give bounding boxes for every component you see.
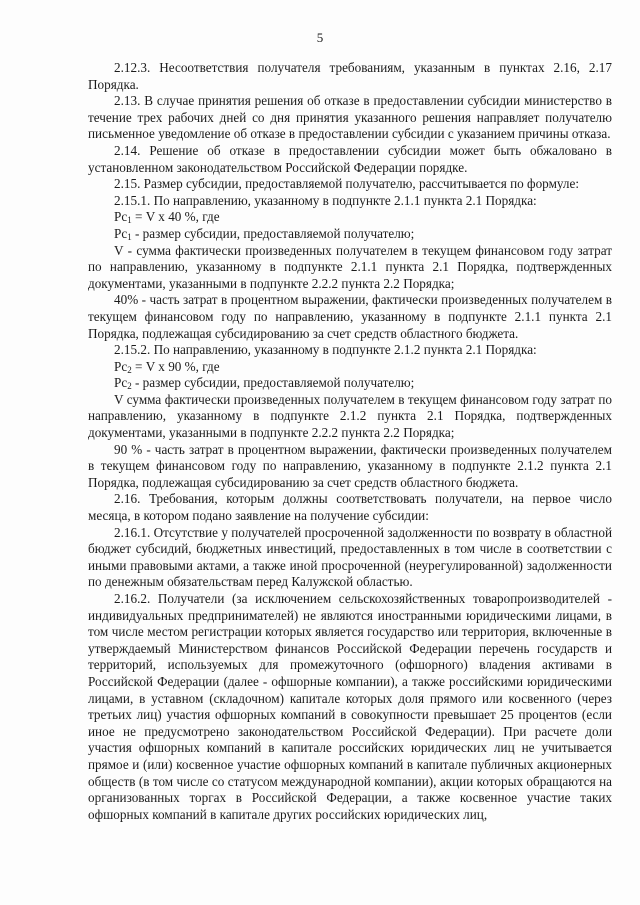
paragraph-2-16-2: 2.16.2. Получатели (за исключением сельскохозяйственных товаропроизводителей - индивидуальных предпринимателей) не являются иностранными юридическими лицами, в том числе местом регистрации которых является государство или территория, включенные в утверждаемый Министерством финансов Российской Федерации перечень государств и территорий, используемых для промежуточного (офшорного) владения активами в Российской Федерации (далее - офшорные компании), а также российскими юридическими лицами, в уставном (складочном) капитале которых доля прямого или косвенного (через третьих лиц) участия офшорных компаний в совокупности превышает 25 процентов (если иное не предусмотрено законодательством Российской Федерации). При расчете доли участия офшорных компаний в капитале российских юридических лиц не учитывается прямое и (или) косвенное участие офшорных компаний в капитале публичных акционерных обществ (в том числе со статусом международной компании), акции которых обращаются на организованных торгах в Российской Федерации, а также косвенное участие таких офшорных компаний в капитале других российских юридических лиц, [88,591,612,822]
paragraph-2-12-3: 2.12.3. Несоответствия получателя требованиям, указанным в пунктах 2.16, 2.17 Порядка. [88,60,612,92]
formula-2-def-sub: 2 [127,381,132,392]
paragraph-2-15-2: 2.15.2. По направлению, указанному в подпункте 2.1.2 пункта 2.1 Порядка: [114,342,537,358]
formula-2-sub: 2 [127,364,132,375]
formula-2-def-text: - размер субсидии, предоставляемой получателю; [131,375,415,391]
formula-1-def-symbol: Рс [114,225,128,241]
formula-2-definition [88,375,612,392]
formula-1-rhs: = V х 40 %, где [131,209,220,225]
formula-2-rhs: = V х 90 %, где [131,358,220,374]
paragraph-2-15-1: 2.15.1. По направлению, указанному в подпункте 2.1.1 пункта 2.1 Порядка: [114,192,537,208]
formula-2-lhs: Рс [114,358,128,374]
formula-1-definition [88,226,612,243]
paragraph-2-13: 2.13. В случае принятия решения об отказе в предоставлении субсидии министерство в течение трех рабочих дней со дня принятия указанного решения направляет получателю письменное уведомление об отказе в предоставлении субсидии с указанием причины отказа. [88,93,612,142]
formula-1-def-sub: 1 [127,231,132,242]
formula-1-def-text: - размер субсидии, предоставляемой получателю; [131,225,415,241]
paragraph-2-14: 2.14. Решение об отказе в предоставлении субсидии может быть обжаловано в установленном законодательством Российской Федерации порядке. [88,142,612,175]
paragraph-2-15: 2.15. Размер субсидии, предоставляемой получателю, рассчитывается по формуле: [114,176,580,192]
formula-1-lhs: Рс [114,209,128,225]
formula-1-sub: 1 [127,215,132,226]
paragraph-v-definition-1: V - сумма фактически произведенных получателем в текущем финансовом году затрат по направлению, указанному в подпункте 2.1.1 пункта 2.1 Порядка, подтвержденных документами, указанными в подпункте 2.2.2 пункта 2.2 Порядка; [88,242,612,291]
paragraph-90-percent: 90 % - часть затрат в процентном выражении, фактически произведенных получателем в текущем финансовом году по направлению, указанному в подпункте 2.1.2 пункта 2.1 Порядка, подлежащая субсидированию за счет средств областного бюджета. [88,441,612,490]
paragraph-2-16-1: 2.16.1. Отсутствие у получателей просроченной задолженности по возврату в областной бюджет субсидий, бюджетных инвестиций, предоставленных в том числе в соответствии с иными правовыми актами, а также иной просроченной (неурегулированной) задолженности по денежным обязательствам перед Калужской областью. [88,524,612,590]
paragraph-v-definition-2: V сумма фактически произведенных получателем в текущем финансовом году затрат по направлению, указанному в подпункте 2.1.2 пункта 2.1 Порядка, подтвержденных документами, указанными в подпункте 2.2.2 пункта 2.2 Порядка; [88,391,612,441]
formula-2 [88,359,612,376]
formula-1 [88,209,612,226]
paragraph-2-16: 2.16. Требования, которым должны соответствовать получатели, на первое число месяца, в котором подано заявление на получение субсидии: [88,491,612,524]
formula-2-def-symbol: Рс [114,375,128,391]
paragraph-40-percent: 40% - часть затрат в процентном выражении, фактически произведенных получателем в текущем финансовом году по направлению, указанному в подпункте 2.1.1 пункта 2.1 Порядка, подлежащая субсидированию за счет средств областного бюджета. [88,292,612,341]
page-number: 5 [316,30,324,45]
document-body [88,60,612,823]
